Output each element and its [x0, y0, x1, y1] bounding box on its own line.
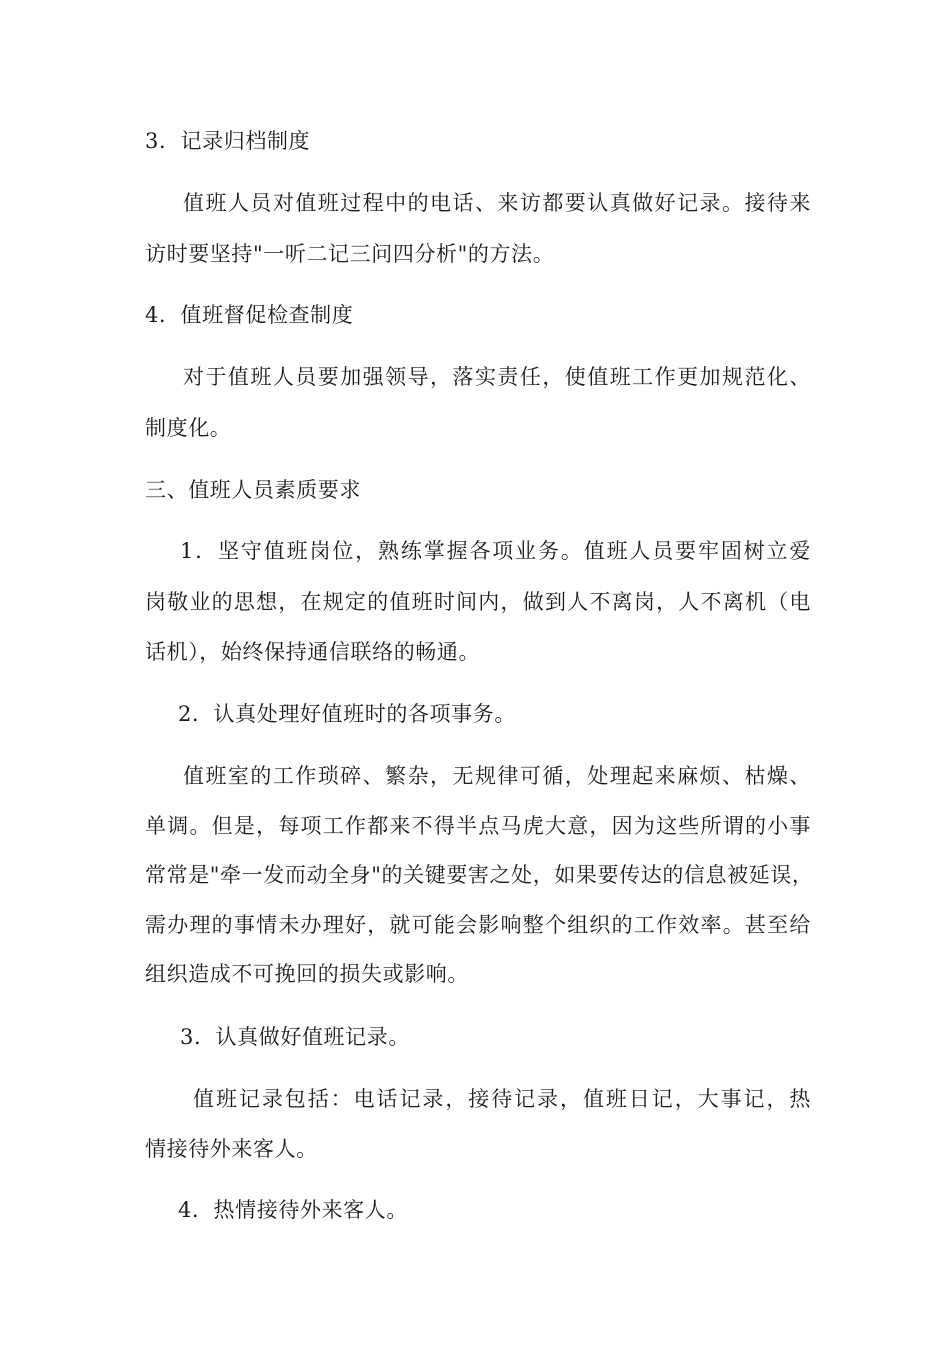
paragraph-line: 制度化。 — [145, 416, 232, 440]
section-heading-quality-requirements: 三、值班人员素质要求 — [145, 478, 361, 502]
subheading-receive-visitors: 4．热情接待外来客人。 — [178, 1198, 408, 1222]
paragraph-line: 1．坚守值班岗位，熟练掌握各项业务。值班人员要牢固树立爱 — [180, 539, 811, 563]
paragraph-line: 岗敬业的思想，在规定的值班时间内，做到人不离岗，人不离机（电 — [145, 590, 811, 614]
paragraph-line: 话机），始终保持通信联络的畅通。 — [145, 640, 481, 664]
paragraph-line: 值班记录包括：电话记录，接待记录，值班日记，大事记，热 — [193, 1087, 811, 1111]
heading-record-archiving: 3．记录归档制度 — [145, 129, 311, 153]
paragraph-line: 对于值班人员要加强领导，落实责任，使值班工作更加规范化、 — [183, 365, 811, 389]
paragraph-line: 值班人员对值班过程中的电话、来访都要认真做好记录。接待来 — [183, 191, 811, 215]
paragraph-line: 访时要坚持"一听二记三问四分析"的方法。 — [145, 242, 555, 266]
paragraph-line: 常常是"牵一发而动全身"的关键要害之处，如果要传达的信息被延误， — [145, 863, 814, 887]
paragraph-line: 情接待外来客人。 — [145, 1137, 318, 1161]
subheading-duty-records: 3．认真做好值班记录。 — [180, 1025, 410, 1049]
subheading-handle-affairs: 2．认真处理好值班时的各项事务。 — [178, 702, 516, 726]
paragraph-line: 需办理的事情未办理好，就可能会影响整个组织的工作效率。甚至给 — [145, 913, 811, 937]
paragraph-line: 组织造成不可挽回的损失或影响。 — [145, 962, 469, 986]
paragraph-line: 值班室的工作琐碎、繁杂，无规律可循，处理起来麻烦、枯燥、 — [183, 764, 811, 788]
paragraph-line: 单调。但是，每项工作都来不得半点马虎大意，因为这些所谓的小事 — [145, 814, 811, 838]
heading-supervision-check: 4．值班督促检查制度 — [145, 303, 354, 327]
